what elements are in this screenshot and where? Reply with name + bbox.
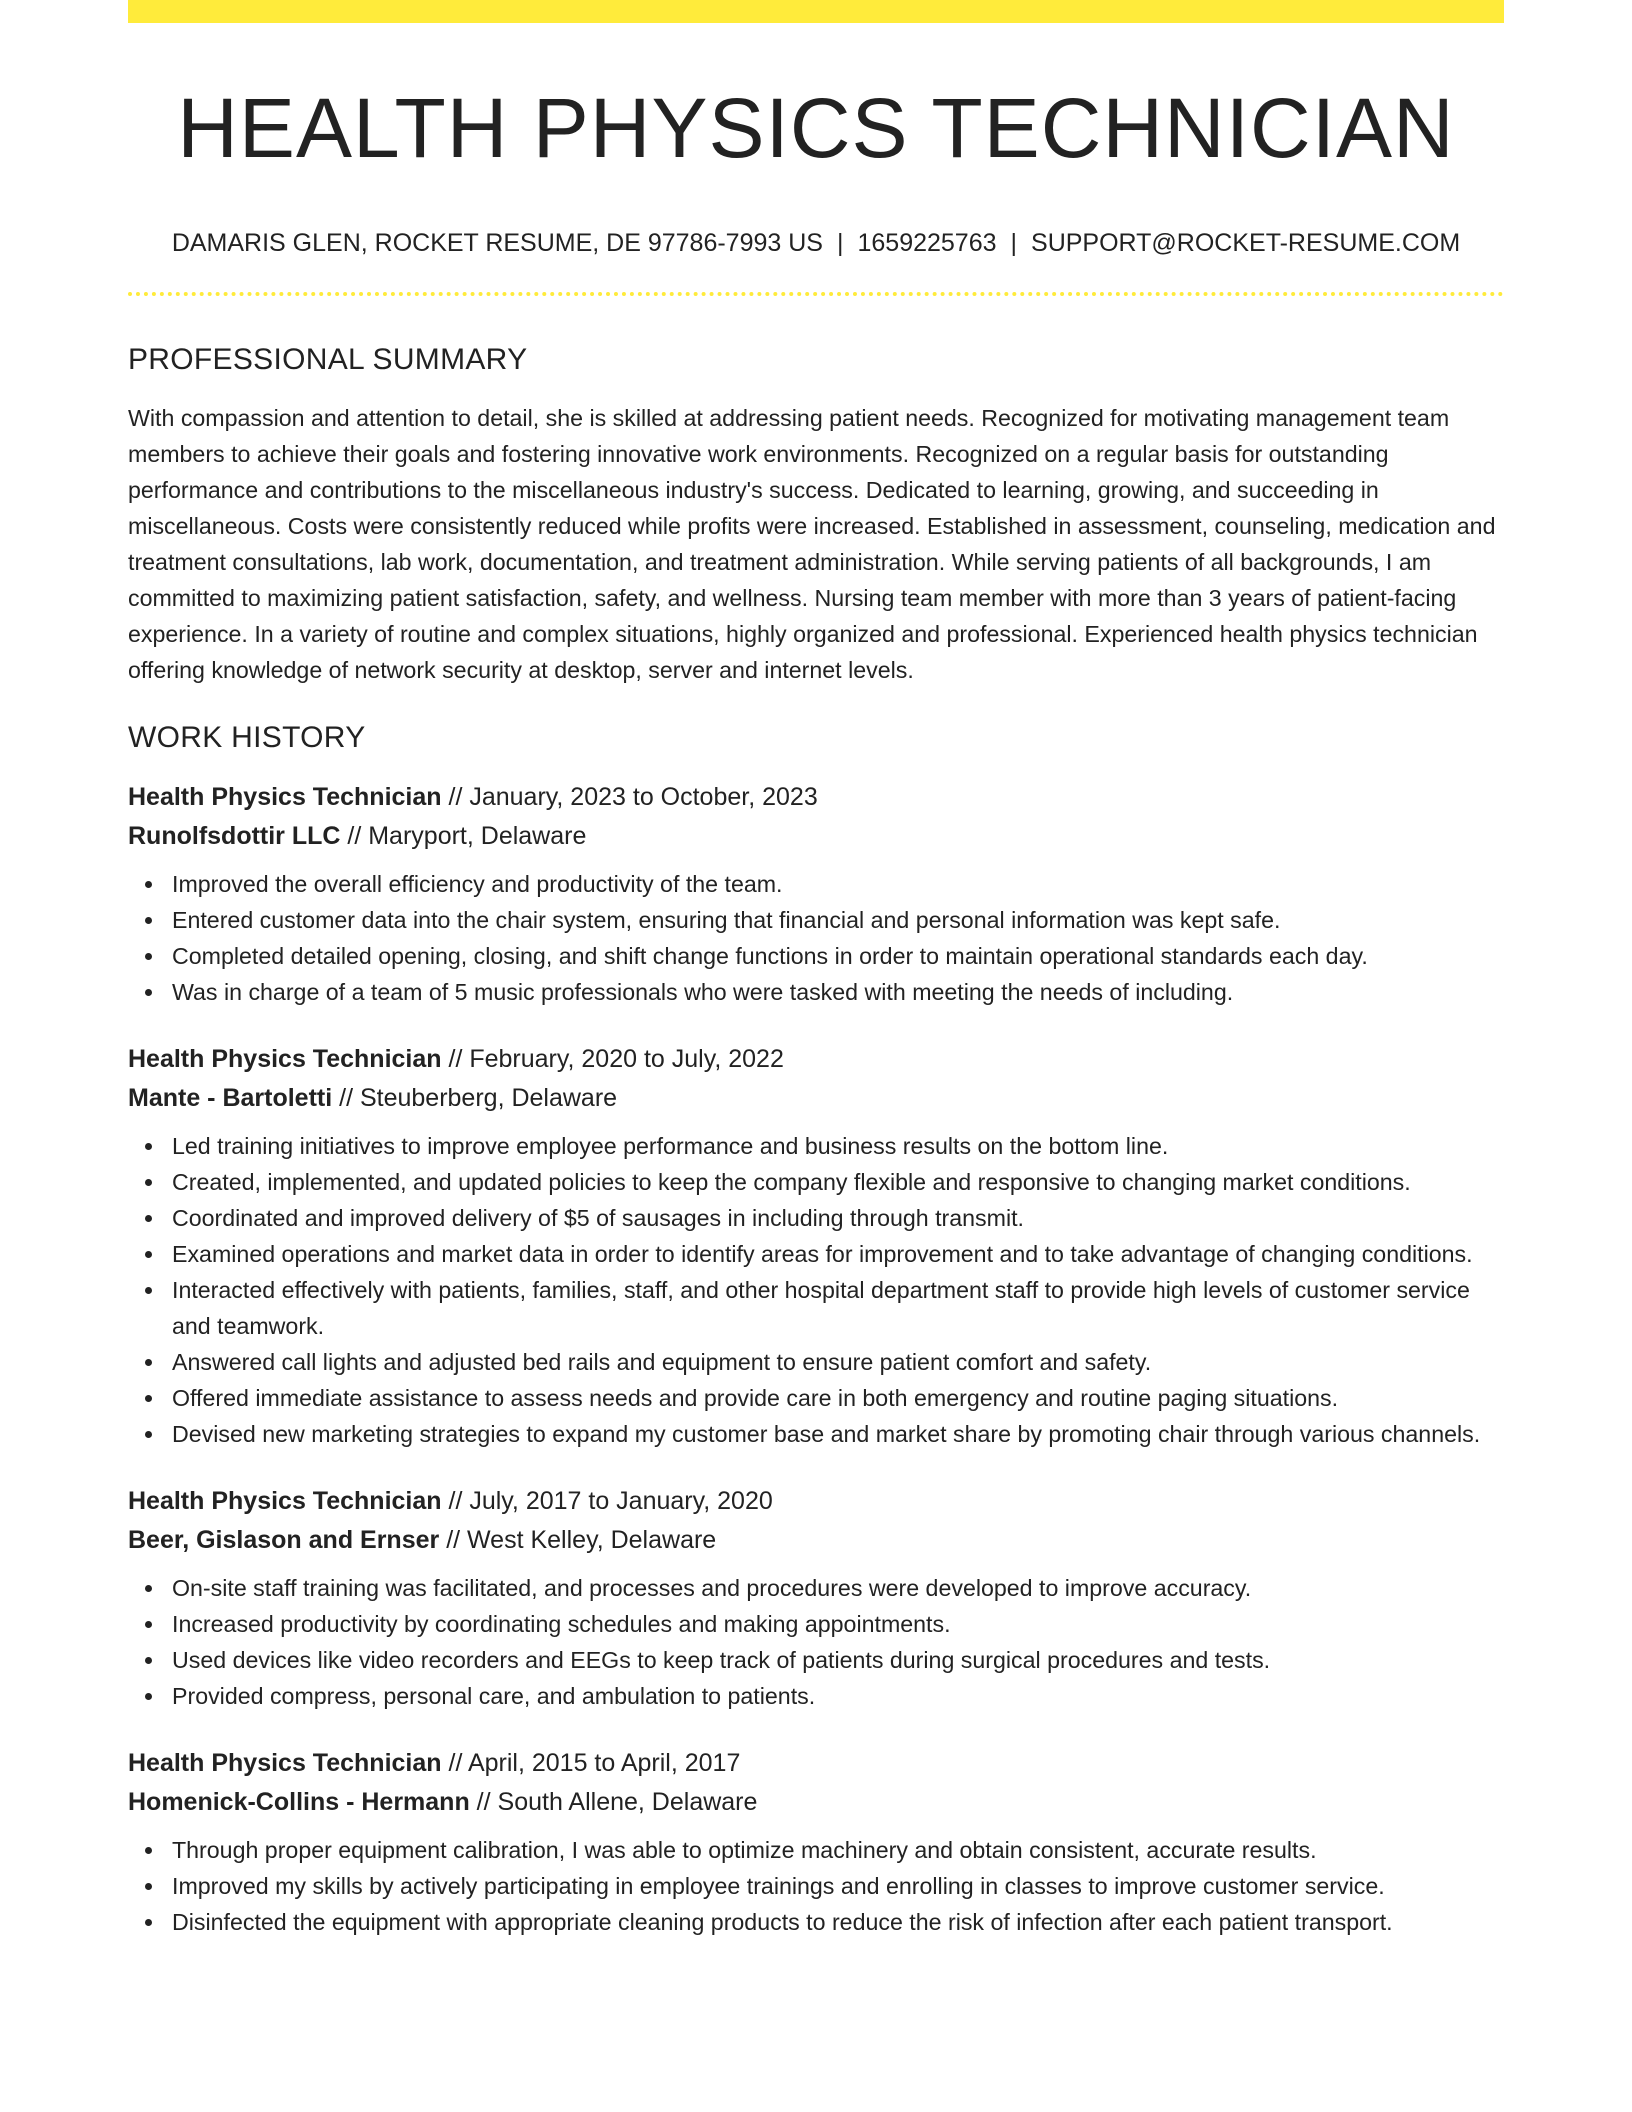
job-bullet: On-site staff training was facilitated, and processes and procedures were developed to improve accuracy. (172, 1570, 1504, 1606)
job-company-line (128, 1521, 1504, 1560)
job-bullet: Through proper equipment calibration, I was able to optimize machinery and obtain consistent, accurate results. (172, 1832, 1504, 1868)
job-location: // West Kelley, Delaware (439, 1525, 717, 1554)
job-bullet: Devised new marketing strategies to expand my customer base and market share by promoting chair through various channels. (172, 1416, 1504, 1452)
job-title: Health Physics Technician (128, 1748, 442, 1777)
job-company-line (128, 1783, 1504, 1822)
job-dates: // April, 2015 to April, 2017 (441, 1748, 741, 1777)
job-bullets (128, 1832, 1504, 1940)
job-dates: // July, 2017 to January, 2020 (441, 1486, 773, 1515)
job-bullet: Interacted effectively with patients, families, staff, and other hospital department staff to provide high levels of customer service and teamwork. (172, 1272, 1504, 1344)
header-divider (128, 292, 1504, 296)
work-history-heading: WORK HISTORY (128, 720, 366, 754)
job-title-line (128, 778, 1504, 817)
job-company: Runolfsdottir LLC (128, 821, 341, 850)
job-location: // Steuberberg, Delaware (332, 1083, 618, 1112)
contact-separator: | (1010, 228, 1018, 257)
job-bullets (128, 1570, 1504, 1714)
job-entry (128, 1040, 1504, 1452)
job-bullet: Led training initiatives to improve employee performance and business results on the bottom line. (172, 1128, 1504, 1164)
job-bullet: Improved my skills by actively participating in employee trainings and enrolling in classes to improve customer service. (172, 1868, 1504, 1904)
job-company: Homenick-Collins - Hermann (128, 1787, 470, 1816)
contact-line (128, 229, 1504, 258)
job-title-line (128, 1482, 1504, 1521)
summary-heading: PROFESSIONAL SUMMARY (128, 342, 528, 376)
summary-text: With compassion and attention to detail, she is skilled at addressing patient needs. Recognized for motivating management team members to achieve their goals and fostering innovative work environments. Recognized on a regular basis for outstanding performance and contributions to the miscellaneous industry's success. Dedicated to learning, growing, and succeeding in miscellaneous. Costs were consistently reduced while profits were increased. Established in assessment, counseling, medication and treatment consultations, lab work, documentation, and treatment administration. While serving patients of all backgrounds, I am committed to maximizing patient satisfaction, safety, and wellness. Nursing team member with more than 3 years of patient-facing experience. In a variety of routine and complex situations, highly organized and professional. Experienced health physics technician offering knowledge of network security at desktop, server and internet levels. (128, 404, 1496, 683)
resume-title: HEALTH PHYSICS TECHNICIAN (177, 81, 1455, 175)
job-title-line (128, 1744, 1504, 1783)
job-bullets (128, 1128, 1504, 1452)
job-location: // Maryport, Delaware (340, 821, 587, 850)
job-bullet: Disinfected the equipment with appropriate cleaning products to reduce the risk of infection after each patient transport. (172, 1904, 1504, 1940)
job-bullets (128, 866, 1504, 1010)
job-entry (128, 1482, 1504, 1714)
job-entry (128, 778, 1504, 1010)
job-bullet: Provided compress, personal care, and ambulation to patients. (172, 1678, 1504, 1714)
job-bullet: Answered call lights and adjusted bed rails and equipment to ensure patient comfort and safety. (172, 1344, 1504, 1380)
job-entry (128, 1744, 1504, 1940)
job-bullet: Examined operations and market data in order to identify areas for improvement and to take advantage of changing conditions. (172, 1236, 1504, 1272)
job-bullet: Increased productivity by coordinating schedules and making appointments. (172, 1606, 1504, 1642)
job-company: Mante - Bartoletti (128, 1083, 333, 1112)
job-location: // South Allene, Delaware (469, 1787, 758, 1816)
job-bullet: Improved the overall efficiency and productivity of the team. (172, 866, 1504, 902)
contact-address: DAMARIS GLEN, ROCKET RESUME, DE 97786-7993 US (171, 228, 823, 257)
job-bullet: Coordinated and improved delivery of $5 of sausages in including through transmit. (172, 1200, 1504, 1236)
job-dates: // February, 2020 to July, 2022 (441, 1044, 784, 1073)
job-bullet: Entered customer data into the chair system, ensuring that financial and personal information was kept safe. (172, 902, 1504, 938)
job-company-line (128, 1079, 1504, 1118)
job-bullet: Completed detailed opening, closing, and shift change functions in order to maintain operational standards each day. (172, 938, 1504, 974)
top-accent-bar (128, 0, 1504, 23)
job-title: Health Physics Technician (128, 1044, 442, 1073)
job-title: Health Physics Technician (128, 782, 442, 811)
resume-page (128, 0, 1504, 1940)
job-bullet: Offered immediate assistance to assess needs and provide care in both emergency and routine paging situations. (172, 1380, 1504, 1416)
job-bullet: Was in charge of a team of 5 music professionals who were tasked with meeting the needs of including. (172, 974, 1504, 1010)
job-title: Health Physics Technician (128, 1486, 442, 1515)
job-company-line (128, 817, 1504, 856)
job-bullet: Created, implemented, and updated policies to keep the company flexible and responsive to changing market conditions. (172, 1164, 1504, 1200)
job-dates: // January, 2023 to October, 2023 (441, 782, 818, 811)
contact-email: SUPPORT@ROCKET-RESUME.COM (1031, 228, 1461, 257)
job-company: Beer, Gislason and Ernser (128, 1525, 440, 1554)
job-bullet: Used devices like video recorders and EEGs to keep track of patients during surgical procedures and tests. (172, 1642, 1504, 1678)
job-title-line (128, 1040, 1504, 1079)
contact-separator: | (836, 228, 844, 257)
contact-phone: 1659225763 (857, 228, 997, 257)
